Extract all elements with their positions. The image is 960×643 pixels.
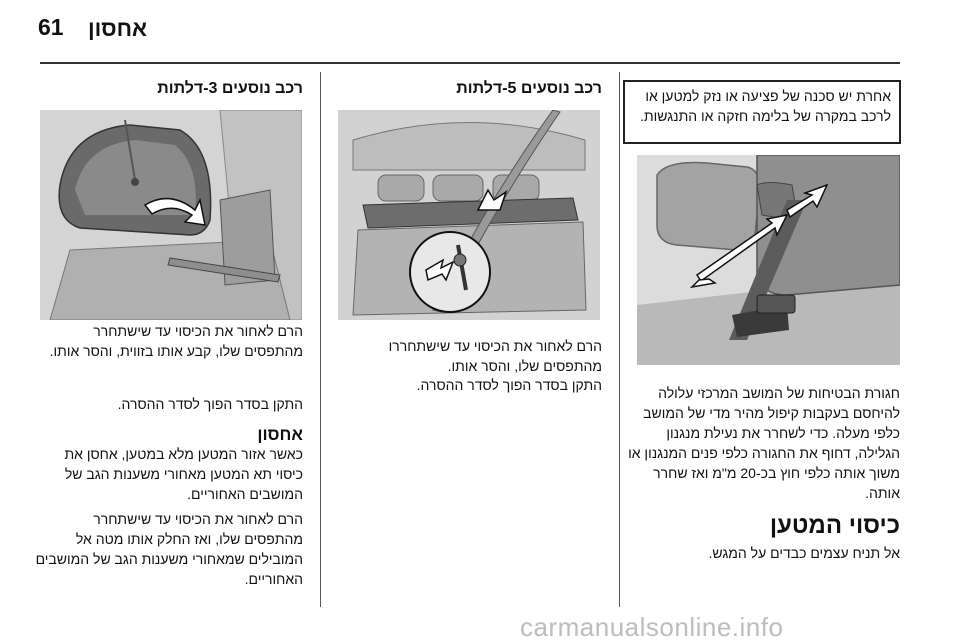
five-door-title: רכב נוסעים 5-דלתות	[456, 80, 602, 97]
header-divider	[40, 62, 900, 64]
storage-step: הרם לאחור את הכיסוי עד שישתחרר מהתפסים שלו, ואז החלק אותו מטה אל המובילים שמאחורי משענות הגב של המושבים האחוריים.	[35, 511, 303, 587]
seat-belt-paragraph: חגורת הבטיחות של המושב המרכזי עלולה להיחסם בעקבות קיפול מהיר מדי של המושב כלפי מעלה. כדי לשחרר את נעילת מנגנון הגלילה, דחוף את החגורה כלפי פנים המנגנון או משוך אותה כלפי חוץ בכ-20 מ"מ ואז שחרר אותה.	[628, 385, 900, 501]
five-door-step1: הרם לאחור את הכיסוי עד שישתחררו מהתפסים שלו, והסר אותו.	[388, 338, 602, 374]
three-door-title: רכב נוסעים 3-דלתות	[157, 80, 303, 97]
three-door-step2: התקן בסדר הפוך לסדר ההסרה.	[117, 396, 303, 412]
warning-text: אחרת יש סכנה של פציעה או נזק למטען או לרכב במקרה של בלימה חזקה או התנגשות.	[640, 88, 891, 124]
five-door-step2: התקן בסדר הפוך לסדר ההסרה.	[416, 377, 602, 393]
watermark: carmanualsonline.info	[520, 612, 784, 642]
storage-paragraph: כאשר אזור המטען מלא במטען, אחסן את כיסוי תא המטען מאחורי משענות הגב של המושבים האחוריים.	[64, 446, 303, 502]
warning-box	[623, 80, 901, 144]
page-section-title: אחסון	[88, 16, 148, 41]
storage-title: אחסון	[257, 425, 303, 444]
seat-belt-illustration	[637, 155, 900, 365]
load-cover-title: כיסוי המטען	[769, 512, 900, 539]
load-cover-note: אל תניח עצמים כבדים על המגש.	[708, 545, 900, 561]
five-door-illustration	[338, 110, 600, 320]
three-door-step1: הרם לאחור את הכיסוי עד שישתחרר מהתפסים שלו, קבע אותו בזווית, והסר אותו.	[49, 323, 303, 359]
column-divider-right	[619, 72, 620, 607]
three-door-illustration	[40, 110, 302, 320]
page-number: 61	[38, 14, 64, 40]
column-divider-left	[320, 72, 321, 607]
